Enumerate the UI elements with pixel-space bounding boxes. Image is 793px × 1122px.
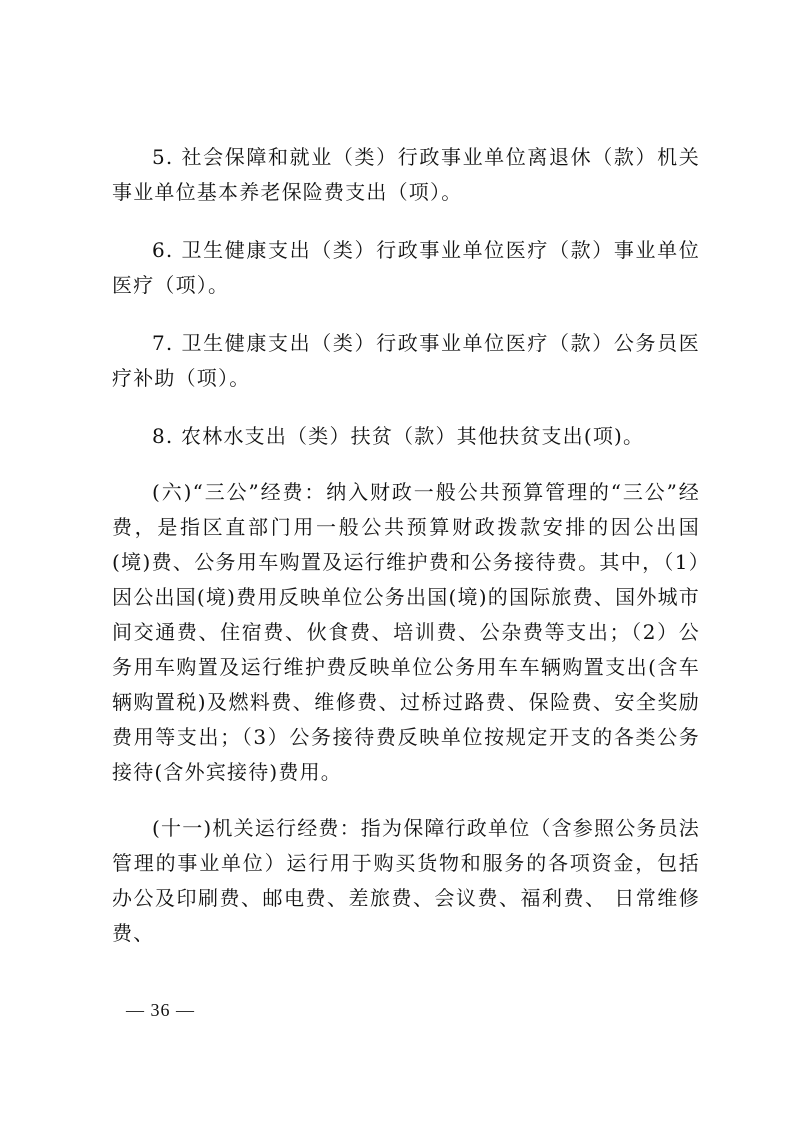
page-number: — 36 — [126, 1000, 195, 1020]
paragraph-item-7: 7. 卫生健康支出（类）行政事业单位医疗（款）公务员医疗补助（项）。 [112, 331, 700, 390]
paragraph-operating-funds: (十一)机关运行经费：指为保障行政单位（含参照公务员法管理的事业单位）运行用于购买货物和服务的各项资金，包括办公及印刷费、邮电费、差旅费、会议费、福利费、 日常维修费、 [112, 816, 701, 945]
body-text [112, 140, 700, 951]
paragraph-item-8: 8. 农林水支出（类）扶贫（款）其他扶贫支出(项)。 [152, 424, 645, 448]
paragraph-item-5: 5. 社会保障和就业（类）行政事业单位离退休（款）机关事业单位基本养老保险费支出（项）。 [112, 145, 700, 204]
paragraph-three-public-funds: (六)“三公”经费：纳入财政一般公共预算管理的“三公”经费，是指区直部门用一般公共预算财政拨款安排的因公出国(境)费、公务用车购置及运行维护费和公务接待费。其中，（1）因公出国(境)费用反映单位公务出国(境)的国际旅费、国外城市间交通费、住宿费、伙食费、培训费、公杂费等支出；（2）公务用车购置及运行维护费反映单位公务用车车辆购置支出(含车辆购置税)及燃料费、维修费、过桥过路费、保险费、安全奖励费用等支出；（3）公务接待费反映单位按规定开支的各类公务接待(含外宾接待)费用。 [112, 480, 700, 784]
paragraph-item-6: 6. 卫生健康支出（类）行政事业单位医疗（款）事业单位医疗（项）。 [112, 238, 700, 297]
